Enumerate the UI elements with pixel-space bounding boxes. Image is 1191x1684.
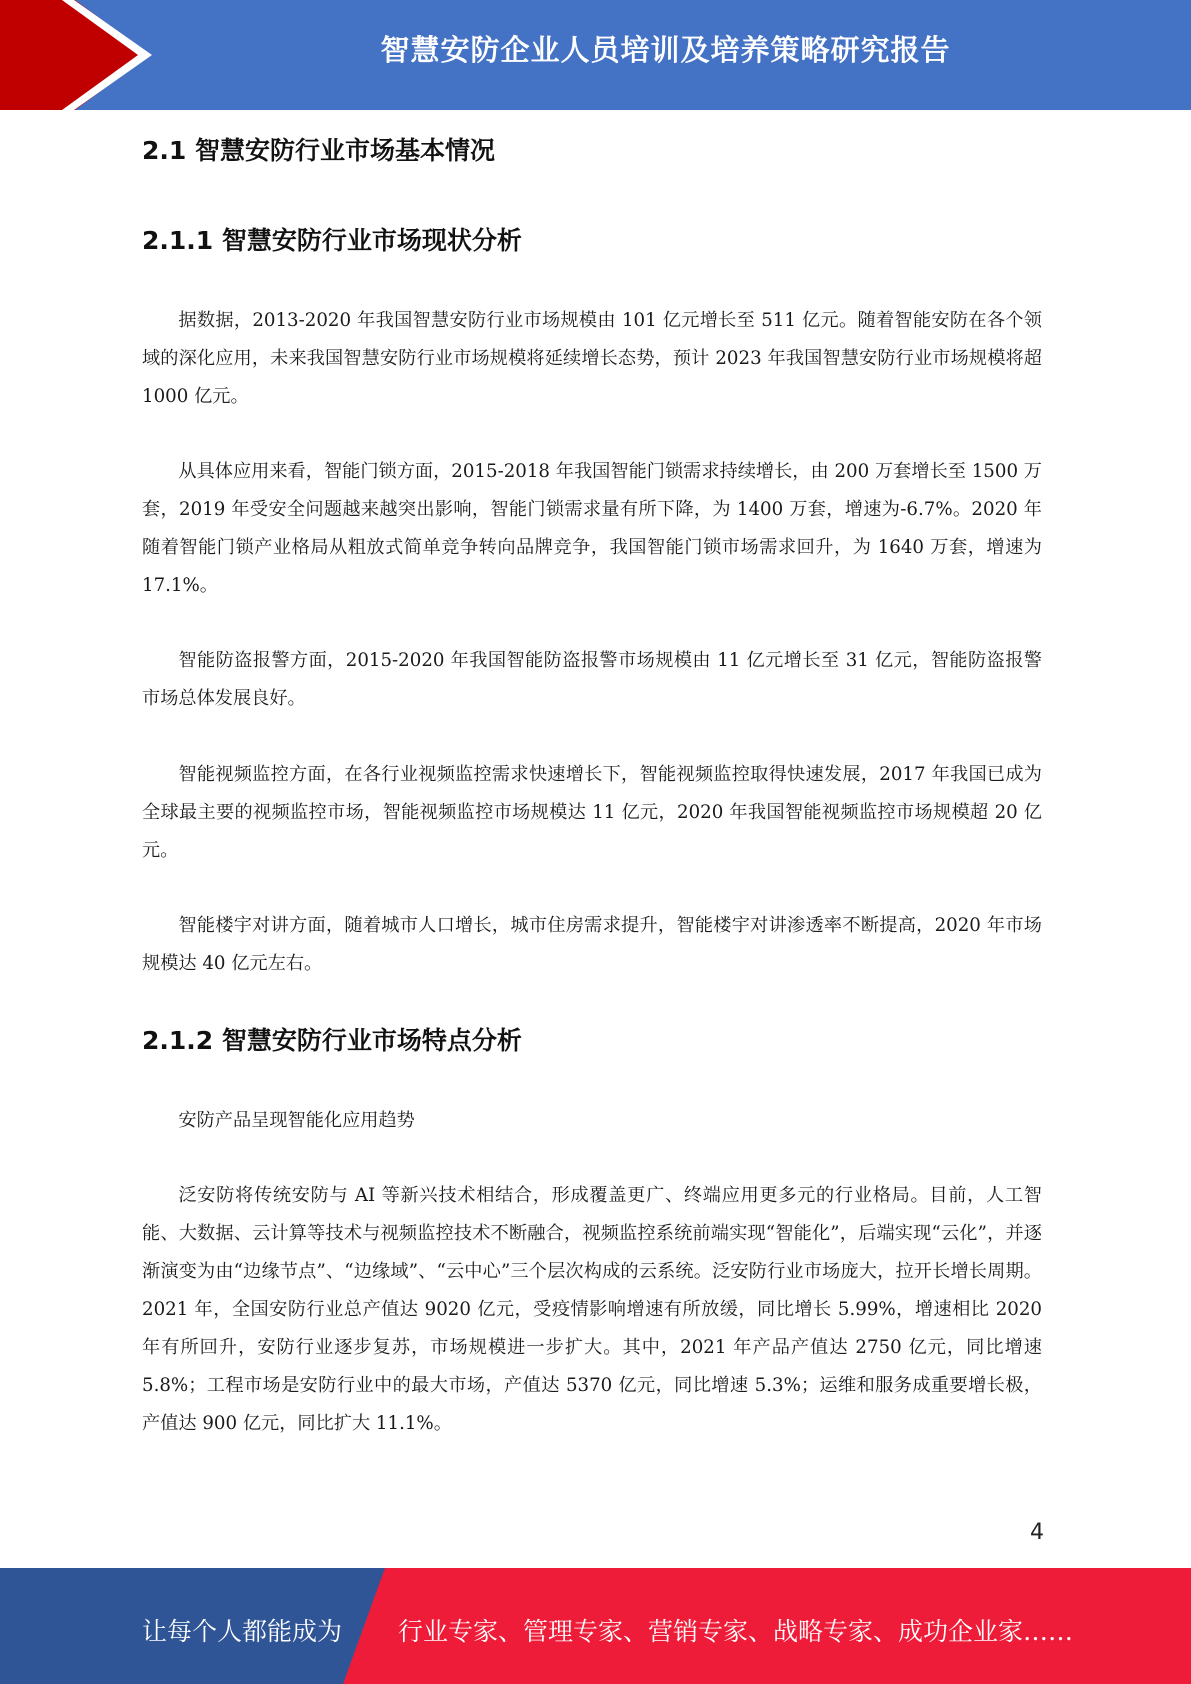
section-heading-2-1-2: 2.1.2 智慧安防行业市场特点分析: [142, 1026, 522, 1055]
paragraph: 安防产品呈现智能化应用趋势: [178, 1110, 415, 1131]
paragraph: 泛安防将传统安防与 AI 等新兴技术相结合，形成覆盖更广、终端应用更多元的行业格局。目前，人工智能、大数据、云计算等技术与视频监控技术不断融合，视频监控系统前端实现“智能化”，后端实现“云化”，并逐渐演变为由“边缘节点”、“边缘域”、“云中心”三个层次构成的云系统。泛安防行业市场庞大，拉开长增长周期。2021 年，全国安防行业总产值达 9020 亿元，受疫情影响增速有所放缓，同比增长 5.99%，增速相比 2020 年有所回升，安防行业逐步复苏，市场规模进一步扩大。其中，2021 年产品产值达 2750 亿元，同比增速 5.8%；工程市场是安防行业中的最大市场，产值达 5370 亿元，同比增速 5.3%；运维和服务成重要增长极，产值达 900 亿元，同比扩大 11.1%。: [142, 1185, 1042, 1434]
paragraph: 智能楼宇对讲方面，随着城市人口增长，城市住房需求提升，智能楼宇对讲渗透率不断提高，2020 年市场规模达 40 亿元左右。: [142, 915, 1042, 974]
footer-slogan-left: 让每个人都能成为: [142, 1617, 343, 1646]
page-number: 4: [1030, 1520, 1044, 1545]
paragraph: 智能防盗报警方面，2015-2020 年我国智能防盗报警市场规模由 11 亿元增长至 31 亿元，智能防盗报警市场总体发展良好。: [142, 650, 1042, 709]
paragraph: 智能视频监控方面，在各行业视频监控需求快速增长下，智能视频监控取得快速发展，2017 年我国已成为全球最主要的视频监控市场，智能视频监控市场规模达 11 亿元，2020 年我国智能视频监控市场规模超 20 亿元。: [142, 764, 1042, 861]
section-heading-2-1-1: 2.1.1 智慧安防行业市场现状分析: [142, 226, 522, 255]
header-red-block: [0, 0, 150, 110]
page-header: [0, 0, 1191, 110]
paragraph: 从具体应用来看，智能门锁方面，2015-2018 年我国智能门锁需求持续增长，由 200 万套增长至 1500 万套，2019 年受安全问题越来越突出影响，智能门锁需求量有所下降，为 1400 万套，增速为-6.7%。2020 年随着智能门锁产业格局从粗放式简单竞争转向品牌竞争，我国智能门锁市场需求回升，为 1640 万套，增速为 17.1%。: [142, 461, 1042, 596]
footer-slogan-right: 行业专家、管理专家、营销专家、战略专家、成功企业家……: [398, 1617, 1074, 1646]
page-footer: [0, 1568, 1191, 1684]
report-title: 智慧安防企业人员培训及培养策略研究报告: [380, 33, 951, 67]
section-heading-2-1: 2.1 智慧安防行业市场基本情况: [142, 136, 495, 165]
paragraph: 据数据，2013-2020 年我国智慧安防行业市场规模由 101 亿元增长至 511 亿元。随着智能安防在各个领域的深化应用，未来我国智慧安防行业市场规模将延续增长态势，预计 2023 年我国智慧安防行业市场规模将超 1000 亿元。: [142, 310, 1042, 407]
